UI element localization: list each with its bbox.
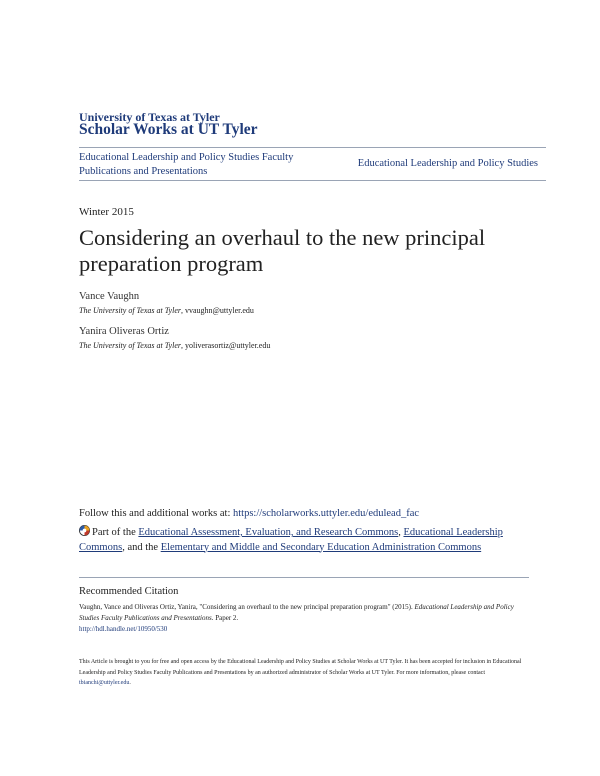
author-name: Yanira Oliveras Ortiz xyxy=(79,326,169,337)
department-link[interactable]: Educational Leadership and Policy Studies xyxy=(357,158,538,169)
part-of-sep: , xyxy=(398,527,404,538)
footer-end: . xyxy=(129,680,131,686)
affiliation-text: The University of Texas at Tyler xyxy=(79,341,181,350)
follow-text: Follow this and additional works at: xyxy=(79,508,233,519)
author-email[interactable]: , vvaughn@uttyler.edu xyxy=(181,306,254,315)
article-title: Considering an overhaul to the new principal preparation program xyxy=(79,225,486,276)
follow-line xyxy=(79,508,419,519)
site-name[interactable]: Scholar Works at UT Tyler xyxy=(79,121,258,138)
footer-text: This Article is brought to you for free and open access by the Educational Leadership and Policy Studies at Scholar Works at UT Tyler. It has been accepted for inclusion in Educational Leadership and Policy Studies Faculty Publications and Presentations by an authorized administrator of Scholar Works at UT Tyler. For more information, please contact xyxy=(79,659,522,676)
citation-main: Vaughn, Vance and Oliveras Ortiz, Yanira, "Considering an overhaul to the new principal preparation program" (2015). xyxy=(79,603,415,611)
part-of-line xyxy=(79,525,529,555)
author-affiliation xyxy=(79,341,270,350)
university-name: University of Texas at Tyler xyxy=(79,110,220,124)
footer-notice xyxy=(79,657,534,689)
commons-link-assessment[interactable]: Educational Assessment, Evaluation, and Research Commons xyxy=(138,527,399,538)
author-email[interactable]: , yoliverasortiz@uttyler.edu xyxy=(181,341,271,350)
handle-link[interactable]: http://hdl.handle.net/10950/530 xyxy=(79,625,168,633)
bepress-network-icon xyxy=(79,525,90,536)
citation-paper: . Paper 2. xyxy=(211,614,239,622)
affiliation-text: The University of Texas at Tyler xyxy=(79,306,181,315)
collection-nav xyxy=(79,147,546,181)
divider xyxy=(79,577,529,578)
commons-link-elementary[interactable]: Elementary and Middle and Secondary Education Administration Commons xyxy=(160,541,482,553)
contact-email-link[interactable]: tbianchi@uttyler.edu xyxy=(79,680,130,686)
part-of-sep: , and the xyxy=(122,541,161,553)
author-affiliation xyxy=(79,306,254,315)
citation-series: Educational Leadership and Policy Studies Faculty Publications and Presentations xyxy=(79,603,514,622)
follow-link[interactable]: https://scholarworks.uttyler.edu/edulead_fac xyxy=(233,508,420,519)
citation-text xyxy=(79,602,534,635)
part-of-prefix: Part of the xyxy=(92,527,139,538)
commons-link-leadership[interactable]: Educational Leadership Commons xyxy=(79,527,503,553)
collection-link[interactable]: Educational Leadership and Policy Studies Faculty Publications and Presentations xyxy=(79,152,294,177)
citation-heading: Recommended Citation xyxy=(79,586,179,597)
author-name: Vance Vaughn xyxy=(79,291,140,302)
publication-date: Winter 2015 xyxy=(79,206,134,218)
